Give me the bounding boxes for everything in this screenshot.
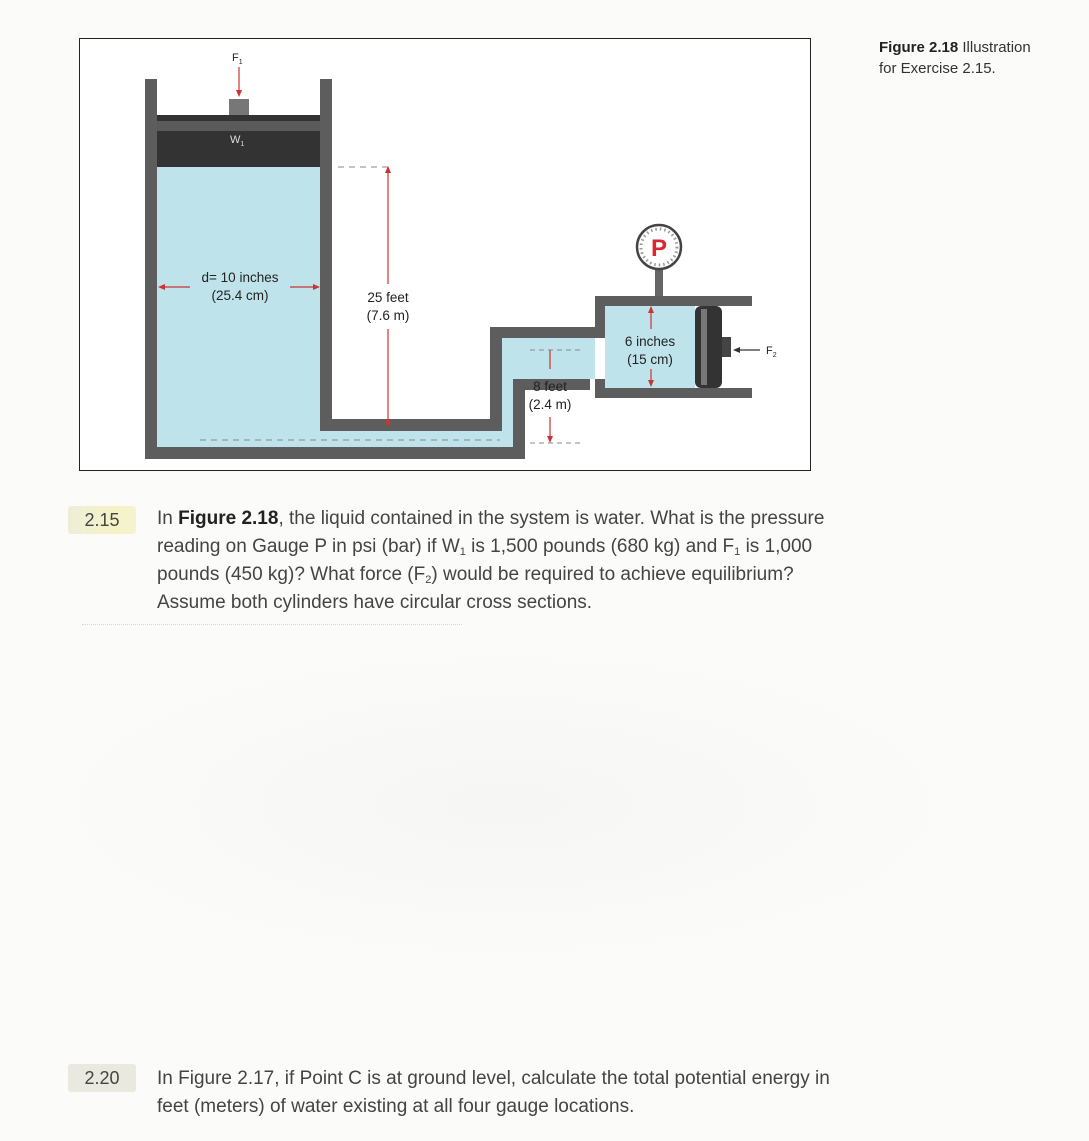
caption-text-2: for Exercise 2.15. [879, 60, 996, 77]
drop-label-1: 8 feet [533, 379, 567, 394]
gauge-stem [655, 269, 663, 296]
small-cylinder-left-upper-wall [595, 296, 605, 338]
diameter-label-1: d= 10 inches [201, 270, 279, 285]
gauge-letter: P [650, 235, 668, 262]
faint-divider [82, 624, 462, 625]
small-cylinder-top-wall [595, 296, 752, 306]
drop-arrowhead-bottom [547, 436, 553, 443]
small-piston-highlight [701, 309, 707, 385]
large-piston-highlight [157, 121, 320, 131]
height-label-1: 25 feet [367, 290, 409, 305]
f2-label: $F_2$ [766, 345, 777, 359]
small-piston-rod [722, 337, 731, 357]
large-piston-knob [229, 99, 249, 115]
page-shadow [30, 640, 980, 970]
large-cylinder-water [157, 167, 320, 447]
diameter-label-2: (25.4 cm) [211, 288, 269, 303]
f1-label: $F_1$ [232, 52, 243, 66]
height-label-2: (7.6 m) [366, 308, 410, 323]
exercise-number-2-15: 2.15 [68, 506, 136, 534]
exercise-text-2-15: In Figure 2.18, the liquid contained in the system is water. What is the pressure reading on Gauge P in psi (bar) if $W_1$ is 1,500 pounds (680 kg) and $F_1$ is 1,000 pounds (450 kg)? What force $(F_2)$ would be required to achieve equilibrium? Assume both cylinders have circular cross sections. [157, 508, 825, 613]
figure-caption [879, 37, 1084, 79]
large-cylinder-left-wall [145, 79, 157, 459]
bottom-pipe-water [320, 431, 513, 447]
f1-arrowhead [236, 90, 242, 97]
caption-text-1: Illustration [962, 39, 1031, 56]
small-cylinder-left-lower-wall [595, 379, 605, 398]
f2-arrowhead [733, 347, 740, 353]
small-piston [695, 306, 722, 388]
exercise-text-2-20: In Figure 2.17, if Point C is at ground level, calculate the total potential energy in feet (meters) of water existing at all four gauge locations. [157, 1068, 830, 1117]
caption-figure-label: Figure 2.18 [879, 39, 959, 56]
w1-label: $W_1$ [230, 134, 245, 148]
drop-label-2: (2.4 m) [528, 397, 572, 412]
exercise-number-2-20: 2.20 [68, 1064, 136, 1092]
small-cyl-label-2: (15 cm) [627, 352, 673, 367]
small-cyl-label-1: 6 inches [624, 334, 676, 349]
hydraulic-system-diagram [80, 39, 810, 470]
large-cylinder-right-wall [320, 79, 332, 431]
figure-2-18 [79, 38, 811, 471]
upper-pipe-water [502, 338, 595, 379]
small-cylinder-bottom-wall [595, 388, 752, 398]
